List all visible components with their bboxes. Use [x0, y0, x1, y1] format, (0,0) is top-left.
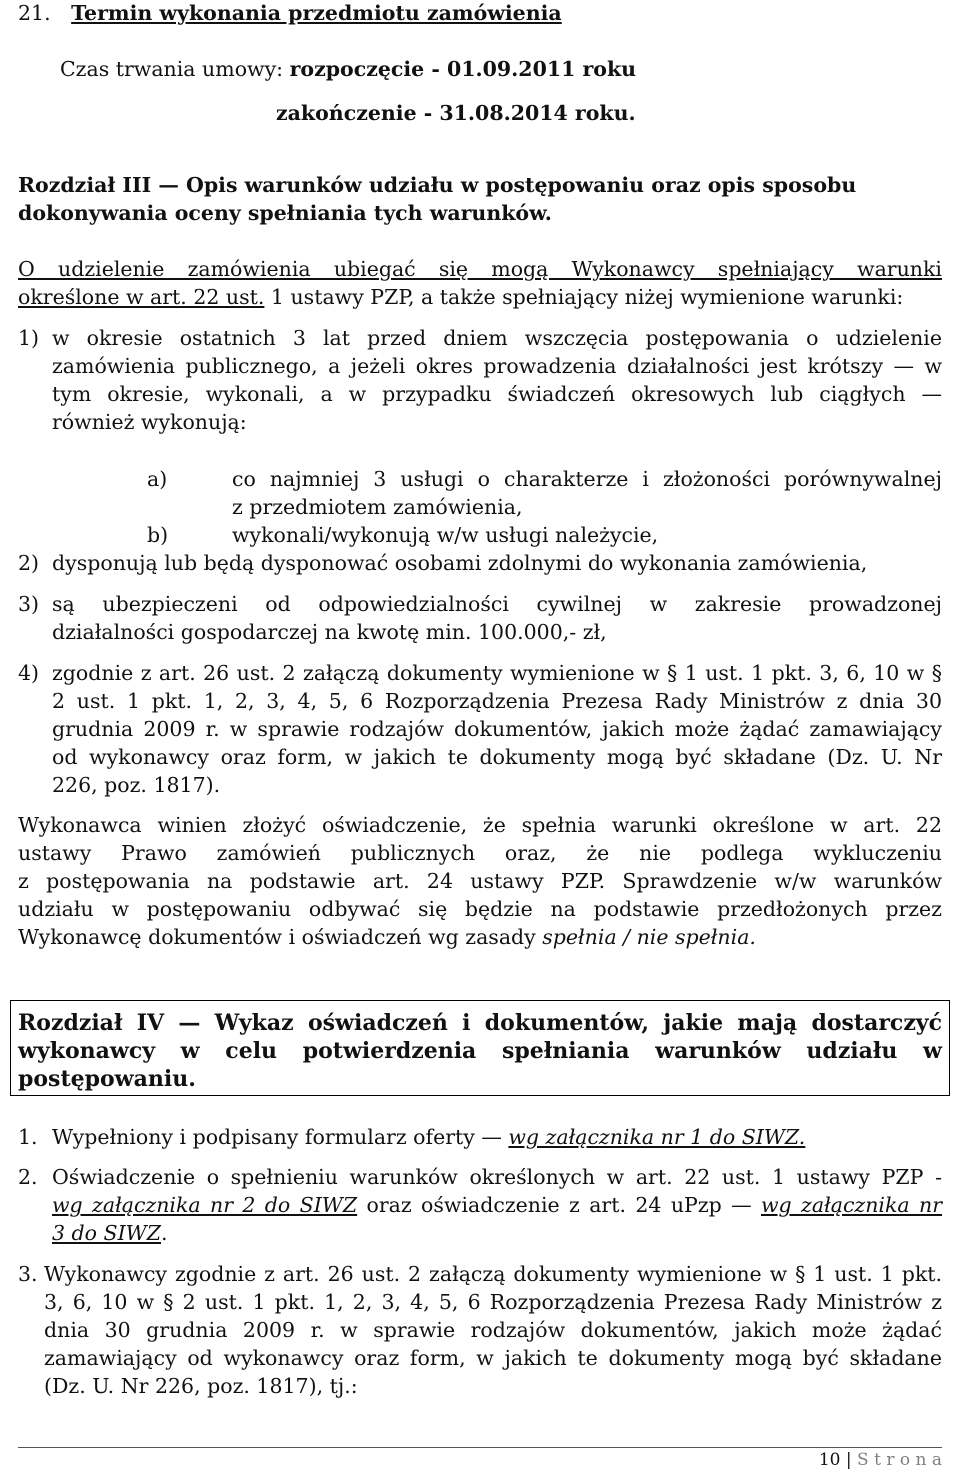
doc-item-2-line1: Oświadczenie o spełnieniu warunków określonych w art. 22 ust. 1 ustawy PZP - [52, 1165, 942, 1189]
condition-1-line1: w okresie ostatnich 3 lat przed dniem wszczęcia postępowania o udzielenie [52, 326, 942, 350]
condition-1-line4: również wykonują: [52, 410, 247, 434]
intro-line1: O udzielenie zamówienia ubiegać się mogą Wykonawcy spełniający warunki [18, 257, 942, 281]
chapter-3-heading-line1: Rozdział III — Opis warunków udziału w postępowaniu oraz opis sposobu [18, 173, 857, 197]
page-footer [819, 1449, 942, 1471]
condition-3-line1: są ubezpieczeni od odpowiedzialności cywilnej w zakresie prowadzonej [52, 592, 942, 616]
attachment-2-link: wg załącznika nr 2 do SIWZ [52, 1193, 358, 1217]
doc-item-3-num: 3. [18, 1262, 38, 1286]
condition-3-num: 3) [18, 592, 40, 616]
condition-4-line1: zgodnie z art. 26 ust. 2 załączą dokumenty wymienione w § 1 ust. 1 pkt. 3, 6, 10 w § [52, 661, 942, 685]
statement-line4: udziału w postępowaniu odbywać się będzie na podstawie przedłożonych przez [18, 897, 942, 921]
page-label: S t r o n a [857, 1450, 942, 1470]
doc-item-3-line4: zamawiający od wykonawcy oraz form, w jakich te dokumenty mogą być składane [44, 1346, 942, 1370]
duration-start: rozpoczęcie - 01.09.2011 roku [289, 57, 637, 81]
chapter-3-heading-line2: dokonywania oceny spełniania tych warunków. [18, 201, 552, 225]
doc-item-1-num: 1. [18, 1125, 38, 1149]
doc-item-1: Wypełniony i podpisany formularz oferty — wg załącznika nr 1 do SIWZ. [52, 1125, 806, 1149]
condition-1-line2: zamówienia publicznego, a jeżeli okres prowadzenia działalności jest krótszy — w [52, 354, 942, 378]
statement-line3: z postępowania na podstawie art. 24 ustawy PZP. Sprawdzenie w/w warunków [18, 869, 942, 893]
section-21-heading [18, 0, 562, 28]
statement-line1: Wykonawca winien złożyć oświadczenie, że spełnia warunki określone w art. 22 [18, 813, 942, 837]
evaluation-rule: spełnia / nie spełnia. [542, 925, 756, 949]
sub-a-line1: co najmniej 3 usługi o charakterze i złożoności porównywalnej [232, 467, 942, 491]
footer-rule [18, 1447, 942, 1448]
doc-item-3-line2: 3, 6, 10 w § 2 ust. 1 pkt. 1, 2, 3, 4, 5, 6 Rozporządzenia Prezesa Rady Ministrów z [44, 1290, 942, 1314]
condition-4-line5: 226, poz. 1817). [52, 773, 221, 797]
footer-separator: | [845, 1450, 852, 1470]
attachment-1-link: wg załącznika nr 1 do SIWZ. [508, 1125, 806, 1149]
sub-a-line2: z przedmiotem zamówienia, [232, 495, 523, 519]
condition-4-line4: od wykonawcy oraz form, w jakich te dokumenty mogą być składane (Dz. U. Nr [52, 745, 942, 769]
statement-line5: Wykonawcę dokumentów i oświadczeń wg zasady spełnia / nie spełnia. [18, 925, 756, 949]
statement-line2: ustawy Prawo zamówień publicznych oraz, że nie podlega wykluczeniu [18, 841, 942, 865]
condition-1-line3: tym okresie, wykonali, a w przypadku świadczeń okresowych lub ciągłych — [52, 382, 942, 406]
doc-item-2-line3: 3 do SIWZ. [52, 1221, 168, 1245]
doc-item-2-num: 2. [18, 1165, 38, 1189]
chapter-4-heading-line3: postępowaniu. [18, 1066, 196, 1092]
attachment-3-link: wg załącznika nr [761, 1193, 943, 1217]
section-title: Termin wykonania przedmiotu zamówienia [71, 1, 562, 25]
condition-2-num: 2) [18, 551, 40, 575]
doc-item-3-line1: Wykonawcy zgodnie z art. 26 ust. 2 załączą dokumenty wymienione w § 1 ust. 1 pkt. [44, 1262, 942, 1286]
duration-end: zakończenie - 31.08.2014 roku. [276, 101, 636, 125]
doc-item-2-line2: wg załącznika nr 2 do SIWZ oraz oświadczenie z art. 24 uPzp — wg załącznika nr [52, 1193, 943, 1217]
page-number: 10 [818, 1450, 841, 1470]
condition-3-line2: działalności gospodarczej na kwotę min. 100.000,- zł, [52, 620, 607, 644]
chapter-4-heading-line2: wykonawcy w celu potwierdzenia spełniania warunków udziału w [18, 1038, 942, 1064]
condition-1-num: 1) [18, 326, 40, 350]
condition-4-line2: 2 ust. 1 pkt. 1, 2, 3, 4, 5, 6 Rozporządzenia Prezesa Rady Ministrów z dnia 30 [52, 689, 942, 713]
condition-4-num: 4) [18, 661, 40, 685]
section-number: 21. [18, 1, 51, 25]
doc-item-3-line3: dnia 30 grudnia 2009 r. w sprawie rodzajów dokumentów, jakich może żądać [44, 1318, 942, 1342]
contract-end [276, 100, 636, 128]
sub-b-label: b) [147, 523, 169, 547]
chapter-4-heading-line1: Rozdział IV — Wykaz oświadczeń i dokumentów, jakie mają dostarczyć [18, 1010, 942, 1036]
doc-item-3-line5: (Dz. U. Nr 226, poz. 1817), tj.: [44, 1374, 358, 1398]
contract-duration [60, 56, 636, 84]
intro-line2: określone w art. 22 ust. 1 ustawy PZP, a także spełniający niżej wymienione warunki: [18, 285, 904, 309]
sub-a-label: a) [147, 467, 168, 491]
condition-4-line3: grudnia 2009 r. w sprawie rodzajów dokumentów, jakich może żądać zamawiający [52, 717, 942, 741]
sub-b-line1: wykonali/wykonują w/w usługi należycie, [232, 523, 659, 547]
duration-label: Czas trwania umowy: [60, 57, 290, 81]
condition-2-line1: dysponują lub będą dysponować osobami zdolnymi do wykonania zamówienia, [52, 551, 868, 575]
